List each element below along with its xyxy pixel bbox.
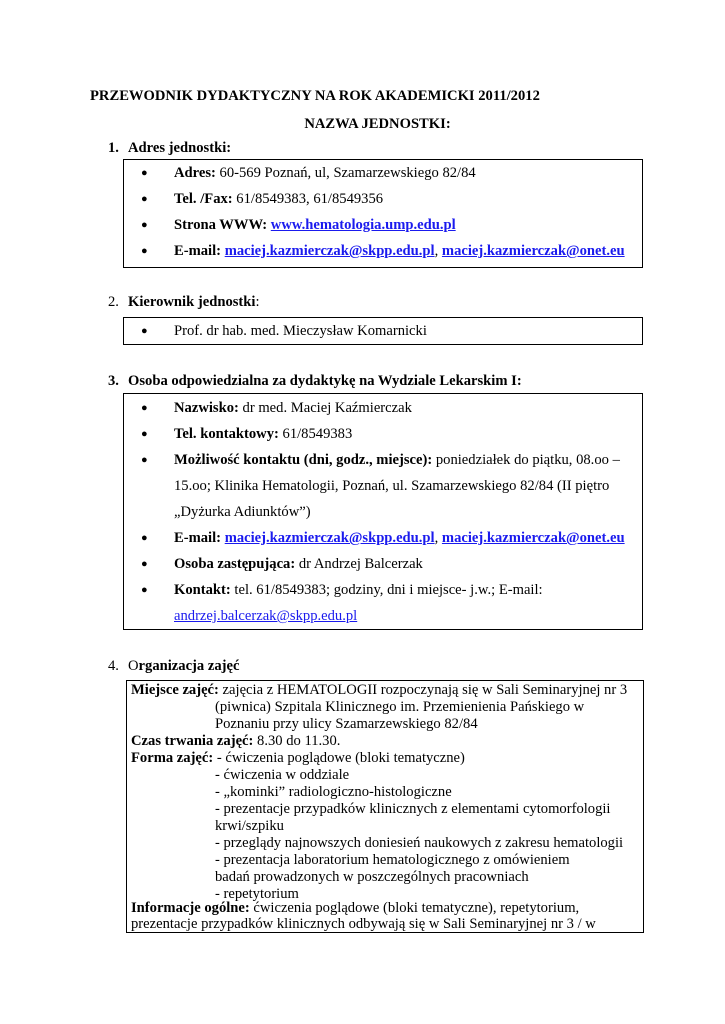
bullet-icon: ●	[141, 245, 148, 257]
teaching-contact-box	[123, 393, 643, 630]
form-line: - ćwiczenia w oddziale	[215, 767, 350, 783]
list-item: ● Tel. kontaktowy: 61/8549383	[124, 421, 642, 447]
list-item: ● Strona WWW: www.hematologia.ump.edu.pl	[124, 212, 642, 238]
address-box	[123, 159, 643, 268]
section-3-heading: 3. Osoba odpowiedzialna za dydaktykę na Wydziale Lekarskim I:	[108, 373, 522, 389]
form-line: - „kominki” radiologiczno-histologiczne	[215, 784, 452, 800]
bullet-icon: ●	[141, 558, 148, 570]
list-item: ● Adres: 60-569 Poznań, ul, Szamarzewskiego 82/84	[124, 160, 642, 186]
section-2-heading: 2. Kierownik jednostki:	[108, 294, 260, 310]
bullet-icon: ●	[141, 454, 148, 466]
document-title: PRZEWODNIK DYDAKTYCZNY NA ROK AKADEMICKI 2011/2012	[90, 88, 540, 104]
list-item: ● Nazwisko: dr med. Maciej Kaźmierczak	[124, 395, 642, 421]
list-item: ● Prof. dr hab. med. Mieczysław Komarnicki	[124, 318, 642, 344]
list-item: ● E-mail: maciej.kazmierczak@skpp.edu.pl, maciej.kazmierczak@onet.eu	[124, 238, 642, 264]
location-line: Miejsce zajęć: zajęcia z HEMATOLOGII rozpoczynają się w Sali Seminaryjnej nr 3	[131, 682, 628, 698]
bullet-icon: ●	[141, 193, 148, 205]
bullet-icon: ●	[141, 428, 148, 440]
duration-line: Czas trwania zajęć: 8.30 do 11.30.	[131, 733, 341, 749]
form-line: - prezentacje przypadków klinicznych z elementami cytomorfologii	[215, 801, 611, 817]
general-info-line: Informacje ogólne: ćwiczenia poglądowe (bloki tematyczne), repetytorium,	[131, 900, 580, 916]
form-line: Forma zajęć: - ćwiczenia poglądowe (bloki tematyczne)	[131, 750, 465, 766]
list-item: ● E-mail: maciej.kazmierczak@skpp.edu.pl, maciej.kazmierczak@onet.eu	[124, 525, 642, 551]
form-line: - prezentacja laboratorium hematologicznego z omówieniem	[215, 852, 570, 868]
email-link-primary[interactable]: maciej.kazmierczak@skpp.edu.pl	[224, 243, 435, 259]
section-4-heading: 4. Organizacja zajęć	[108, 658, 240, 674]
email-link-primary[interactable]: maciej.kazmierczak@skpp.edu.pl	[224, 530, 435, 546]
general-info-line: prezentacje przypadków klinicznych odbywają się w Sali Seminaryjnej nr 3 / w	[131, 916, 596, 932]
list-item: ● Osoba zastępująca: dr Andrzej Balcerzak	[124, 551, 642, 577]
unit-name-heading: NAZWA JEDNOSTKI:	[304, 116, 451, 132]
head-of-unit-box	[123, 317, 643, 345]
list-item: ● Możliwość kontaktu (dni, godz., miejsce): poniedziałek do piątku, 08.oo – 15.oo; Klinika Hematologii, Poznań, ul. Szamarzewskiego 82/84 (II piętro „Dyżurka Adiunktów”)	[124, 447, 642, 525]
form-line: - przeglądy najnowszych doniesień naukowych z zakresu hematologii	[215, 835, 624, 851]
email-link-secondary[interactable]: maciej.kazmierczak@onet.eu	[441, 243, 625, 259]
website-link[interactable]: www.hematologia.ump.edu.pl	[270, 217, 456, 233]
bullet-icon: ●	[141, 584, 148, 596]
list-item: ● Kontakt: tel. 61/8549383; godziny, dni i miejsce- j.w.; E-mail: andrzej.balcerzak@skpp.edu.pl	[124, 577, 642, 629]
form-line: krwi/szpiku	[215, 818, 284, 834]
location-line: Poznaniu przy ulicy Szamarzewskiego 82/84	[215, 716, 478, 732]
form-line: badań prowadzonych w poszczególnych pracowniach	[215, 869, 529, 885]
bullet-icon: ●	[141, 402, 148, 414]
bullet-icon: ●	[141, 532, 148, 544]
location-line: (piwnica) Szpitala Klinicznego im. Przemienienia Pańskiego w	[215, 699, 585, 715]
list-item: ● Tel. /Fax: 61/8549383, 61/8549356	[124, 186, 642, 212]
bullet-icon: ●	[141, 325, 148, 337]
deputy-email-link[interactable]: andrzej.balcerzak@skpp.edu.pl	[174, 608, 358, 624]
email-link-secondary[interactable]: maciej.kazmierczak@onet.eu	[441, 530, 625, 546]
form-line: - repetytorium	[215, 886, 299, 902]
bullet-icon: ●	[141, 219, 148, 231]
bullet-icon: ●	[141, 167, 148, 179]
section-1-heading: 1. Adres jednostki:	[108, 140, 232, 156]
organization-box	[126, 680, 644, 933]
